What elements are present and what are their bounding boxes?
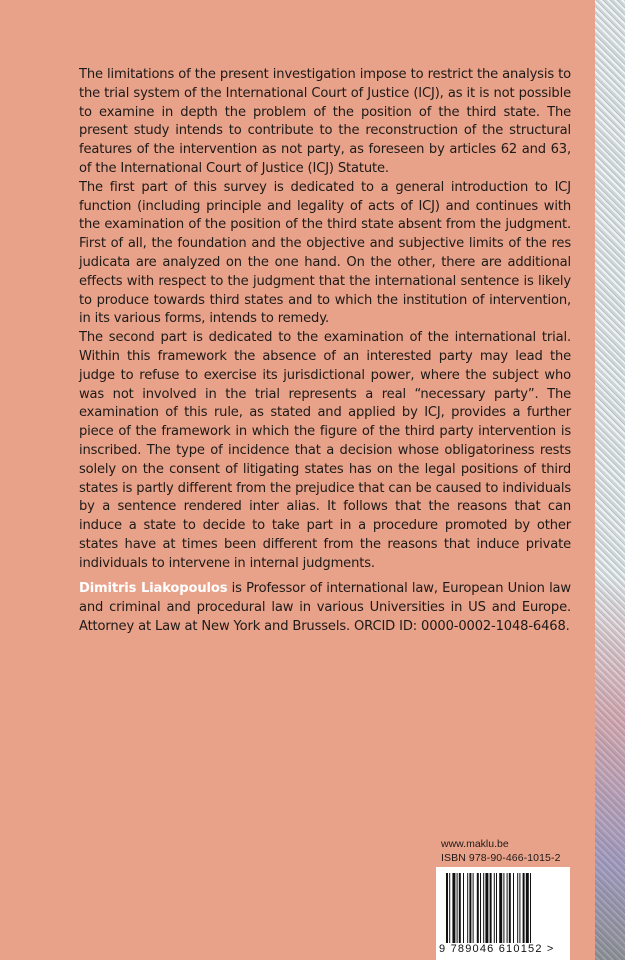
cover-image-edge [595,0,625,960]
barcode-icon [446,873,561,943]
publisher-url: www.maklu.be [441,838,509,850]
paragraph-1: The limitations of the present investigation impose to restrict the analysis to the trial system of the International Court of Justice (ICJ), as it is not possible to examine in depth the problem of the position of the third state. The present study intends to contribute to the reconstruction of the structural features of the intervention as not party, as foreseen by articles 62 and 63, of the International Court of Justice (ICJ) Statute. [79,67,571,176]
paragraph-3: The second part is dedicated to the examination of the international trial. Within this framework the absence of an interested party may lead the judge to refuse to exercise its jurisdictional power, where the subject who was not involved in the trial represents a real “necessary party”. The examination of this rule, as stated and applied by ICJ, provides a further piece of the framework in which the figure of the third party intervention is inscribed. The type of incidence that a decision whose obligatoriness rests solely on the consent of litigating states has on the legal positions of third states is partly different from the prejudice that can be caused to individuals by a sentence rendered inter alias. It follows that the reasons that can induce a state to decide to take part in a procedure promoted by other states have at times been different from the reasons that induce private individuals to intervene in internal judgments. [79,330,571,571]
description-text [79,66,571,574]
author-description: is Professor of international law, European Union law and criminal and procedural law in various Universities in US and Europe. Attorney at Law at New York and Brussels. ORCID ID: 0000-0002-1048-6468. [79,581,571,634]
author-bio [79,580,571,636]
paragraph-2: The first part of this survey is dedicated to a general introduction to ICJ function (including principle and legality of acts of ICJ) and continues with the examination of the position of the third state absent from the judgment. First of all, the foundation and the objective and subjective limits of the res judicata are analyzed on the one hand. On the other, there are additional effects with respect to the judgment that the international sentence is likely to produce towards third states and to which the institution of intervention, in its various forms, intends to remedy. [79,179,571,327]
barcode [436,867,570,960]
barcode-digits: 9 789046 610152 > [439,943,555,955]
isbn-label: ISBN 978-90-466-1015-2 [441,852,561,864]
author-name: Dimitris Liakopoulos [79,581,228,596]
